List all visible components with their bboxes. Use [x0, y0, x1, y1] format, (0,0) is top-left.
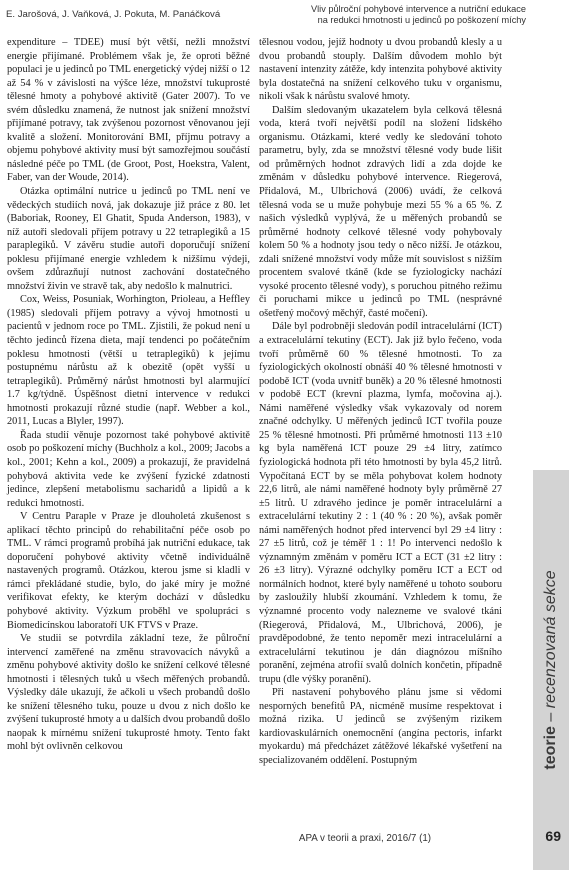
section-label	[542, 570, 560, 769]
paragraph: Ve studii se potvrdila základní teze, že půlroční intervencí zaměřené na změnu stravovacích návyků a změnu pohybové aktivity došlo ke snížení celkové tělesné hmotnosti i tělesných tuků u všech měřených probandů. Výsledky dále ukazují, že ačkoli u všech probandů došlo ke snížení tělesného tuku, pouze u dvou z nich došlo ke zvýšení tukuprosté hmoty a u dalších dvou probandů došlo naopak k mírnému snížení tukuprosté hmoty. Tento fakt mohl být ovlivněn celkovou	[7, 633, 250, 753]
section-side-tab	[533, 470, 569, 870]
paragraph: Dále byl podrobněji sledován podíl intracelulární (ICT) a extracelulární tekutiny (ECT). Jak již bylo řečeno, voda tvoří průměrně 60 % tělesné hmotnosti. To za fyziologických okolností obnáší 40 % tělesné hmotnosti v podobě ICT (voda uvnitř buněk) a 20 % tělesné hmotnosti v podobě ECT (krevní plazma, lymfa, močovina aj.). Námi naměřené výsledky však vykazovaly od norem značné odchylky. U měřených jedinců ICT tvořila pouze 25 % tělesné hmotnosti. Při průměrné hmotnosti 113 ±10 kg byla naměřená ICT pouze 29 ±4 litry, zatímco fyziologická hodnota při této hmotnosti by byla 45,2 litrů. Vypočítaná ECT by se měla pohybovat kolem hodnoty 22,6 litrů, ale námi naměřené hodnoty byly průměrně 27 ±5 litrů. U zdravého jedince je poměr intracelulární a extracelulární tekutiny 2 : 1 (40 % : 20 %), avšak poměr námi naměřených hodnot před intervencí byl 29 ±4 litry : 27 ±5 litrů, což je téměř 1 : 1! Po intervenci nedošlo k významným změnám v poměru ICT a ECT (31 ±2 litry : 26 ±3 litry). Výrazné odchylky poměru ICT a ECT od normálních hodnot, které byly naměřené u tohoto souboru by zasloužily hlubší zkoumání. Vzhledem k tomu, že významné procento vody nalezneme ve svalové tkáni (Riegerová, Přidalová, M., Ulbrichová, 2006), je pravděpodobné, že tento nepoměr mezi intracelulární a extracelulární tekutinou je dán diagnózou míšního poranění, zejména atrofií svalů dolních končetin, případně trupu (dle výšky poranění).	[259, 321, 502, 685]
page-number: 69	[545, 828, 561, 844]
section-label-dash: –	[542, 708, 559, 727]
paragraph: Při nastavení pohybového plánu jsme si vědomi nesporných benefitů PA, nicméně musíme respektovat i možná rizika. U jedinců se zvýšeným rizikem kardiovaskulárních onemocnění (angína pectoris, infarkt myokardu) má předcházet zátěžové lékařské vyšetření na specializovaném oddělení. Postupným	[259, 687, 502, 766]
running-header-authors: E. Jarošová, J. Vaňková, J. Pokuta, M. Panáčková	[6, 9, 221, 20]
right-text-column	[259, 36, 502, 768]
running-header-title	[246, 4, 526, 26]
paragraph: Cox, Weiss, Posuniak, Worhington, Prioleau, a Heffley (1985) sledovali příjem potravy a vývoj hmotnosti u pacientů v jednom roce po TML. Zjistili, že pokud není u těchto jedinců řízena dieta, mají tendenci po počátečním poklesu hmotnosti (větší u tetraplegiků) k jejímu postupnému nárůstu až k obezitě (opět vyšší u tetraplegiků). Průměrný nárůst hmotnosti byl alarmující 1.7 kg/týdně. Úspěšnost dietní intervence v redukci hmotnosti prokazují různé studie (např. Webber a kol., 2011, Lucas a Blyler, 1997).	[7, 294, 250, 428]
paragraph: V Centru Paraple v Praze je dlouholetá zkušenost s aplikací těchto principů do rehabilitační péče osob po TML. V rámci programů probíhá jak nutriční edukace, tak doporučení pohybové aktivity včetně individuálně nastavených programů. Otázkou, kterou jsme si kladli v rámci překládané studie, bylo, do jaké míry je možné verifikovat efekty, ke kterým dochází v důsledku pohybové aktivity. Výzkum proběhl ve spolupráci s Biomedicínskou laboratoří UK FTVS v Praze.	[7, 511, 250, 631]
section-label-main: teorie	[542, 726, 559, 770]
paragraph: tělesnou vodou, jejíž hodnoty u dvou probandů klesly a u dvou probandů stouply. Dalším důvodem mohlo být nastavení intenzity zátěže, kdy intenzita pohybové aktivity byla dostatečná na snížení celkového tuku v organismu, nikoli však k nárůstu svalové hmoty.	[259, 37, 502, 103]
paragraph: Otázka optimální nutrice u jedinců po TML není ve vědeckých studiích nová, jak dokazuje již práce z 80. let (Baboriak, Rooney, El Ghatit, Spuda Anderson, 1983), v níž autoři sledovali příjem potravy u 22 tetraplegiků a 15 paraplegiků. V závěru studie autoři doporučují snížení poklesu přijímané energie vzhledem k nižšímu výdeji, ovšem zdůrazňují nutnost zachování dostatečného množství živin ve stravě tak, aby nedošlo k malnutrici.	[7, 186, 250, 292]
running-header-title-line1: Vliv půlroční pohybové intervence a nutriční edukace	[310, 4, 526, 14]
paragraph: expenditure – TDEE) musí být větší, nežli množství energie přijímané. Problémem však je, že oproti běžné populaci je u jedinců po TML energetický výdej nižší o 12 až 54 % v závislosti na výšce léze, množství tukuprosté tělesné hmoty a pohybové aktivitě (Gater 2007). To ve svém důsledku znamená, že nutnost jak snížení množství přijímané potravy, tak zvýšenou pozornost věnovanou její kvalitě a složení. Monitorování BMI, příjmu potravy a objemu pohybové aktivity musí být samozřejmou součástí následné péče po TML (de Groot, Post, Hoekstra, Valent, Faber, van der Woude, 2014).	[7, 37, 250, 184]
paragraph: Řada studií věnuje pozornost také pohybové aktivitě osob po poškození míchy (Buchholz a kol., 2009; Jacobs a kol., 2001; Kehn a kol., 2009) a prokazují, že pravidelná pohybová aktivita vede ke zvýšení fyzické zdatnosti jedince, zlepšení metabolismu sacharidů a lipidů a k redukci hmotnosti.	[7, 429, 250, 509]
running-header-title-line2: na redukci hmotnosti u jedinců po poškození míchy	[317, 15, 526, 25]
paragraph: Dalším sledovaným ukazatelem byla celková tělesná voda, která tvoří největší podíl na složení lidského organismu. Otázkami, které vedly ke sledování tohoto parametru, byly, zda se množství tělesné vody bude lišit od průměrných hodnot zdravých lidí a zda dojde ke změnám v důsledku pohybové intervence. Riegerová, Přidalová, M., Ulbrichová (2006) uvádí, že celková tělesná voda se u muže pohybuje mezi 55 % a 65 %. Z našich výsledků vyplývá, že u měřených probandů se průměrné hodnoty celkové tělesné vody pohybovaly kolem 50 % a hodnoty jsou tedy o něco nižší. Je otázkou, zdali snížené množství vody může mít souvislost s nižším procentem svalové tkáně (kde se fyziologicky nachází vysoké procento tělesné vody), s poruchou pitného režimu či poruchami mikce u jedinců po TML (nesprávné ošetřený močový měchýř, časté močení).	[259, 104, 502, 319]
left-text-column	[7, 36, 250, 754]
section-label-sub: recenzovaná sekce	[542, 570, 559, 709]
footer-journal: APA v teorii a praxi, 2016/7 (1)	[298, 833, 432, 844]
